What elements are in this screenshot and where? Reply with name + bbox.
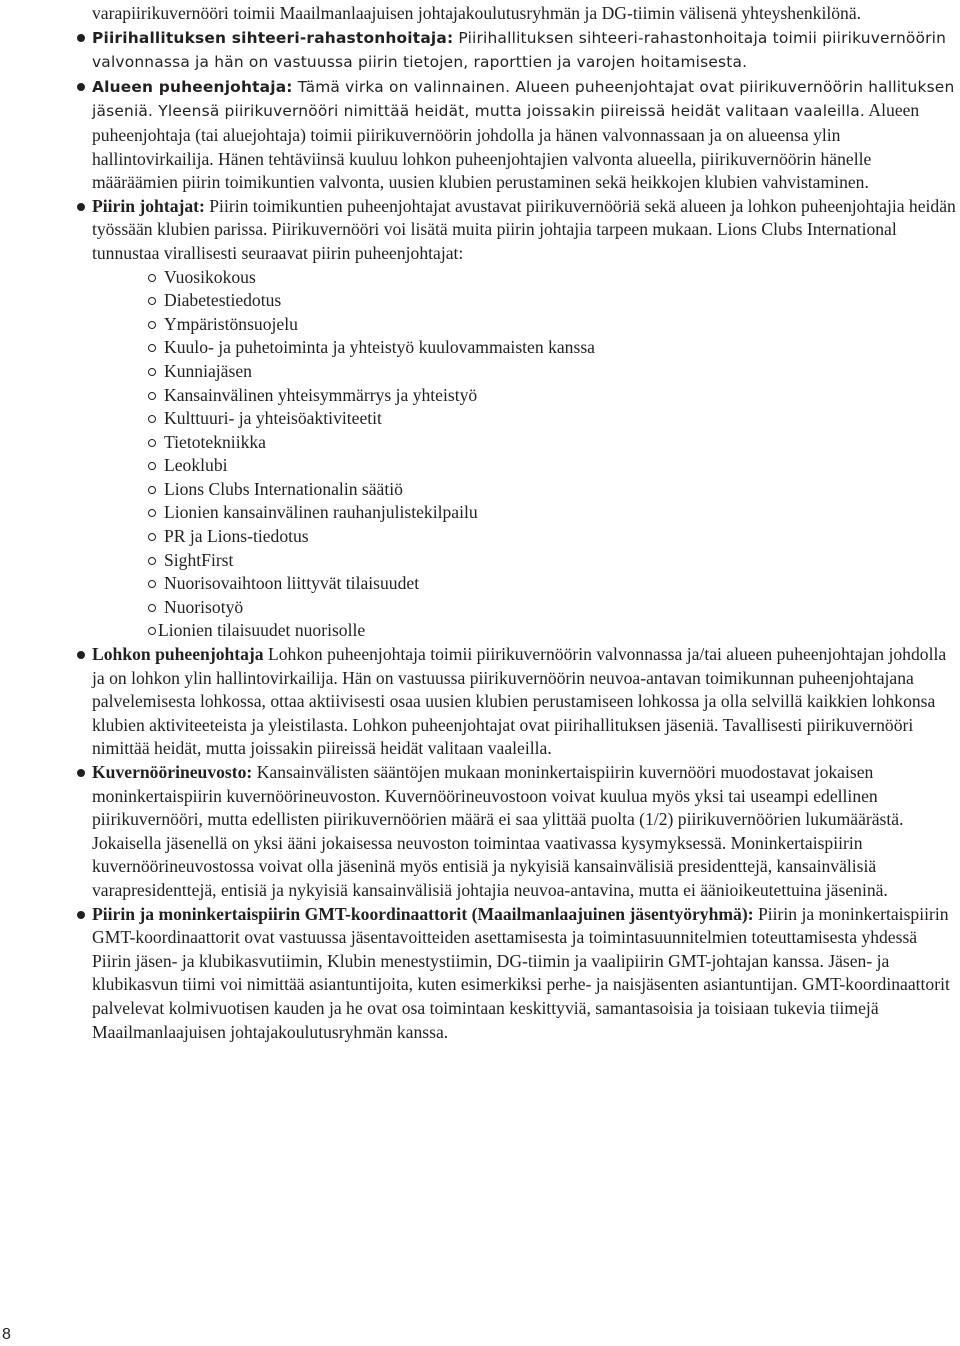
item-text: Lohkon puheenjohtaja toimii piirikuvernöörin valvonnassa ja/tai alueen puheenjohtajan johdolla ja on lohkon ylin hallintovirkailija. Hän on vastuussa piirikuvernöörin neuvoa-antavan toimikunnan puheenjohtajana palvelemisesta lohkossa, ottaa aktiivisesti osaa uusien klubien perustamiseen lohkossa ja olla selvillä kaikkien lohkonsa klubien aktiviteeteista ja yleistilasta. Lohkon puheenjohtajat ovat piirihallituksen jäseniä. Tavallisesti piirikuvernööri nimittää heidät, mutta joissakin piireissä heidät valitaan vaaleilla. bbox=[92, 644, 947, 759]
sub-list-item: Leoklubi bbox=[148, 454, 957, 478]
list-item-gmt-coordinators bbox=[92, 903, 957, 1045]
item-text-sans: Tämä virka on valinnainen. Alueen puheenjohtajat ovat piirikuvernöörin hallituksen jäseniä. Yleensä piirikuvernööri nimittää heidät, mutta joissakin piireissä heidät valitaan vaaleilla. bbox=[92, 77, 955, 121]
sub-list-item: Kuulo- ja puhetoiminta ja yhteistyö kuulovammaisten kanssa bbox=[148, 336, 957, 360]
item-title: Piirin johtajat: bbox=[92, 195, 205, 216]
item-title: Piirihallituksen sihteeri-rahastonhoitaja: bbox=[92, 28, 454, 47]
sub-list-item: PR ja Lions-tiedotus bbox=[148, 525, 957, 549]
sub-list-item: Kunniajäsen bbox=[148, 360, 957, 384]
list-item-district-chairs bbox=[92, 195, 957, 643]
item-title: Kuvernöörineuvosto: bbox=[92, 762, 253, 782]
item-title: Piirin ja moninkertaispiirin GMT-koordinaattorit (Maailmanlaajuinen jäsentyöryhmä): bbox=[92, 903, 754, 924]
sub-list-item: Lionien kansainvälinen rauhanjulistekilpailu bbox=[148, 501, 957, 525]
item-title: Alueen puheenjohtaja: bbox=[92, 77, 293, 96]
sub-list-item: Kansainvälinen yhteisymmärrys ja yhteistyö bbox=[148, 384, 957, 408]
page-content bbox=[92, 2, 957, 1044]
sub-list-item: Lions Clubs Internationalin säätiö bbox=[148, 478, 957, 502]
item-text: Piirin ja moninkertaispiirin GMT-koordinaattorit ovat vastuussa jäsentavoitteiden asettamisesta ja toimintasuunnitelmien toteuttamisesta yhdessä Piirin jäsen- ja klubikasvutiimin, Klubin menestystiimin, DG-tiimin ja vaalipiirin GMT-johtajan kanssa. Jäsen- ja klubikasvun tiimi voi nimittää asiantuntijoita, kuten esimerkiksi perhe- ja naisjäsenten asiantuntijan. GMT-koordinaattorit palvelevat kolmivuotisen kauden ja he ovat osa toimintaan keskittyviä, samantasoisia ja toisiaan tukevia tiimejä Maailmanlaajuisen johtajakoulutusryhmän kanssa. bbox=[92, 903, 950, 1042]
sub-list-item: Kulttuuri- ja yhteisöaktiviteetit bbox=[148, 407, 957, 431]
list-item-council-of-governors bbox=[92, 761, 957, 903]
sub-list-item: Nuorisovaihtoon liittyvät tilaisuudet bbox=[148, 572, 957, 596]
sub-list-item: Lionien tilaisuudet nuorisolle bbox=[148, 619, 957, 643]
list-item-secretary-treasurer bbox=[92, 26, 957, 75]
sub-list-item: Tietotekniikka bbox=[148, 431, 957, 455]
page-number: 8 bbox=[2, 1326, 11, 1343]
item-text: Piirin toimikuntien puheenjohtajat avustavat piirikuvernööriä sekä alueen ja lohkon puheenjohtajia heidän työssään klubien parissa. Piirikuvernööri voi lisätä muita piirin johtajia tarpeen mukaan. Lions Clubs International tunnustaa virallisesti seuraavat piirin puheenjohtajat: bbox=[92, 195, 956, 263]
sub-list-item: Nuorisotyö bbox=[148, 596, 957, 620]
item-text: Kansainvälisten sääntöjen mukaan moninkertaispiirin kuvernööri muodostavat jokaisen moninkertaispiirin kuvernöörineuvoston. Kuvernöörineuvostoon voivat kuulua myös yksi tai useampi edellinen piirikuvernööri, mutta edellisten piirikuvernöörien määrä ei saa ylittää puolta (1/2) piirikuvernöörien lukumäärästä. Jokaisella jäsenellä on yksi ääni jokaisessa neuvoston toimintaa vaativassa kysymyksessä. Moninkertaispiirin kuvernöörineuvostossa voivat olla jäseninä myös entisiä ja nykyisiä kansainvälisiä presidenttejä, kansainvälisiä varapresidenttejä, entisiä ja nykyisiä kansainvälisiä johtajia neuvoa-antavina, mutta ei äänioikeutettuina jäseninä. bbox=[92, 762, 904, 900]
item-title: Lohkon puheenjohtaja bbox=[92, 644, 264, 665]
role-list bbox=[92, 26, 957, 1045]
list-item-region-chair bbox=[92, 75, 957, 195]
intro-paragraph: varapiirikuvernööri toimii Maailmanlaajuisen johtajakoulutusryhmän ja DG-tiimin välisenä yhteyshenkilönä. bbox=[92, 3, 862, 23]
sub-list-item: Ympäristönsuojelu bbox=[148, 313, 957, 337]
item-text: Piirihallituksen sihteeri-rahastonhoitaja toimii piirikuvernöörin valvonnassa ja hän on vastuussa piirin tietojen, raporttien ja varojen hoitamisesta. bbox=[92, 28, 947, 72]
district-chair-list bbox=[92, 266, 957, 644]
sub-list-item: SightFirst bbox=[148, 549, 957, 573]
sub-list-item: Diabetestiedotus bbox=[148, 289, 957, 313]
sub-list-item: Vuosikokous bbox=[148, 266, 957, 290]
item-text: Alueen puheenjohtaja (tai aluejohtaja) toimii piirikuvernöörin johdolla ja hänen valvonnassaan ja on alueensa ylin hallintovirkailija. Hänen tehtäviinsä kuuluu lohkon puheenjohtajien valvonta alueella, piirikuvernöörin hänelle määräämien piirin toimikuntien valvonta, uusien klubien perustaminen sekä heikkojen klubien vahvistaminen. bbox=[92, 100, 920, 193]
list-item-zone-chair bbox=[92, 643, 957, 761]
